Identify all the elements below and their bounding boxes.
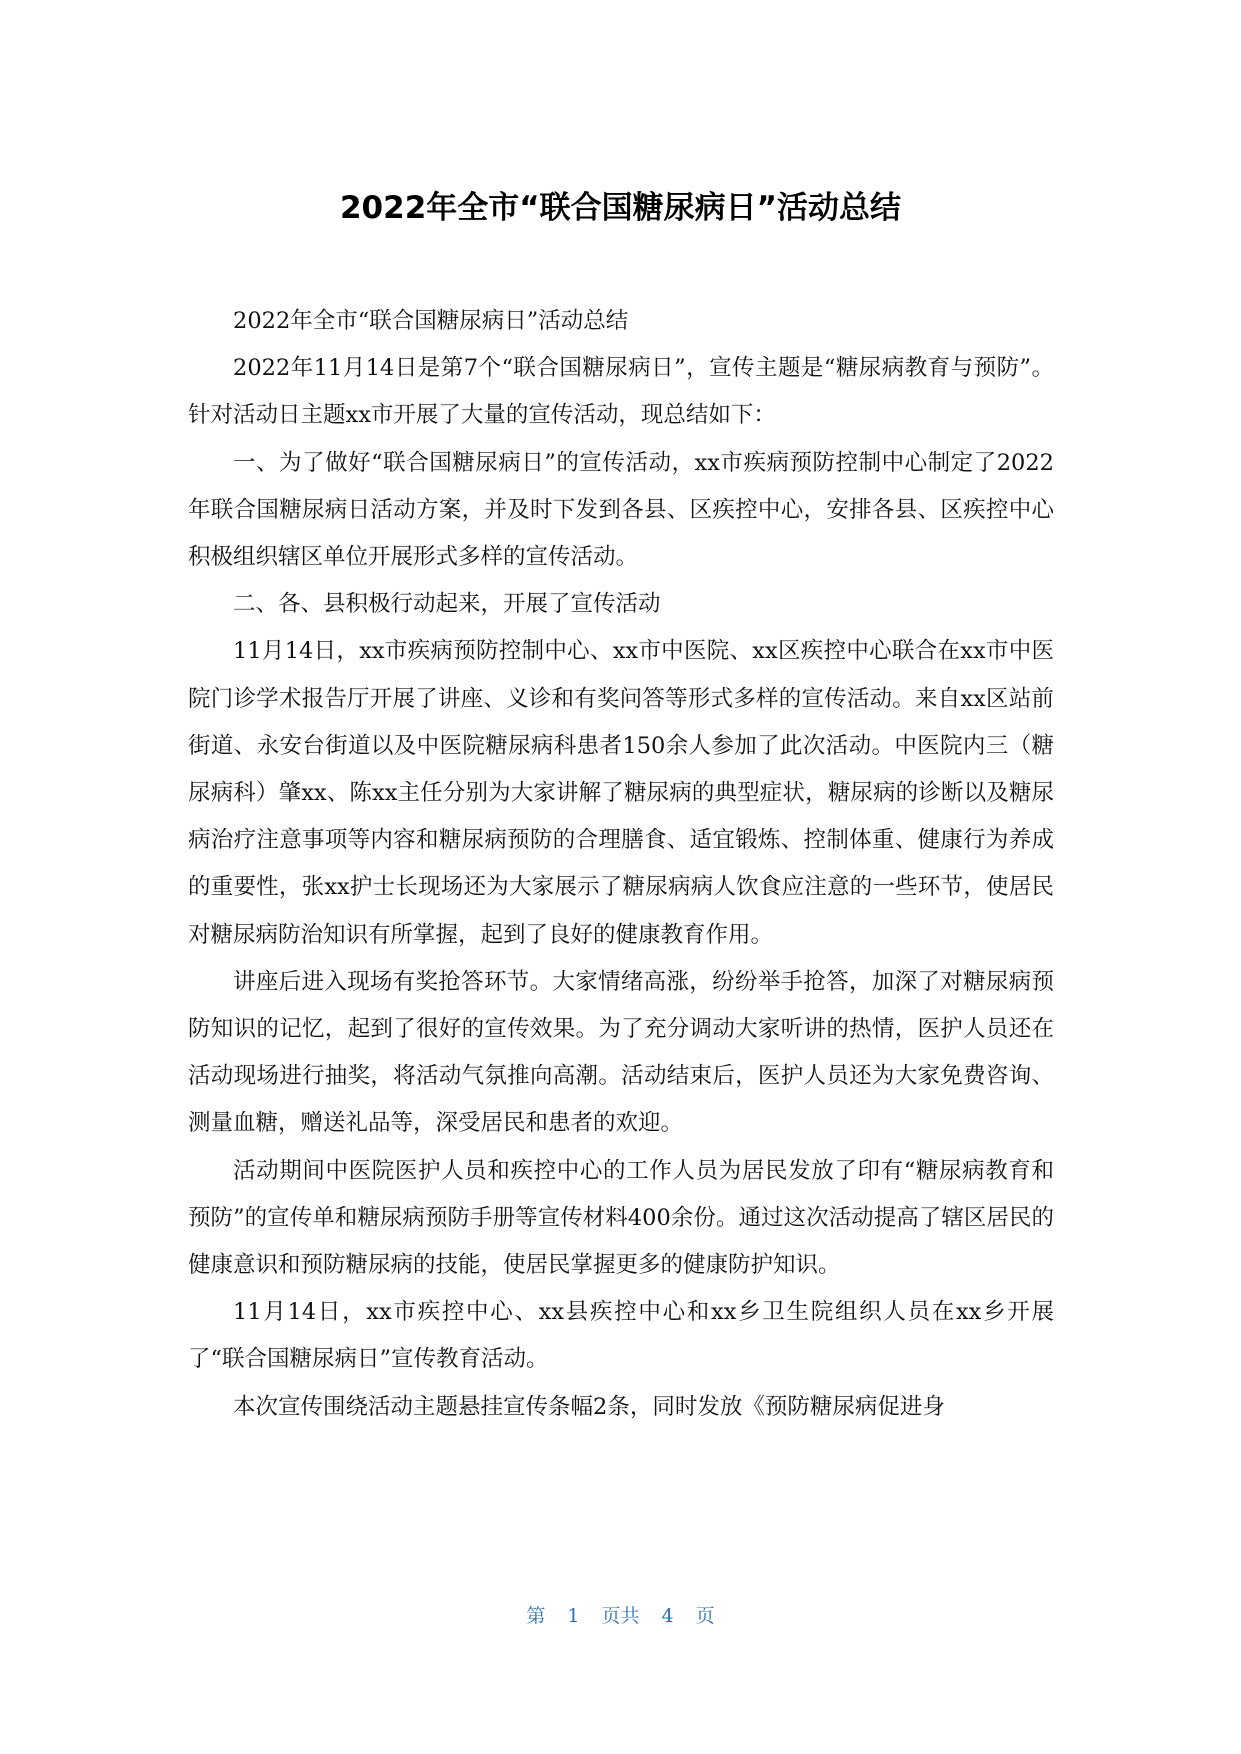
paragraph: 一、为了做好“联合国糖尿病日”的宣传活动，xx市疾病预防控制中心制定了2022年联合国糖尿病日活动方案，并及时下发到各县、区疾控中心，安排各县、区疾控中心积极组织辖区单位开展形式多样的宣传活动。 <box>188 449 1054 571</box>
paragraph: 11月14日，xx市疾病预防控制中心、xx市中医院、xx区疾控中心联合在xx市中医院门诊学术报告厅开展了讲座、义诊和有奖问答等形式多样的宣传活动。来自xx区站前街道、永安台街道以及中医院糖尿病科患者150余人参加了此次活动。中医院内三（糖尿病科）肇xx、陈xx主任分别为大家讲解了糖尿病的典型症状，糖尿病的诊断以及糖尿病治疗注意事项等内容和糖尿病预防的合理膳食、适宜锻炼、控制体重、健康行为养成的重要性，张xx护士长现场还为大家展示了糖尿病病人饮食应注意的一些环节，使居民对糖尿病防治知识有所掌握，起到了良好的健康教育作用。 <box>188 638 1054 948</box>
current-page-number: 1 <box>567 1605 580 1627</box>
paragraph: 本次宣传围绕活动主题悬挂宣传条幅2条，同时发放《预防糖尿病促进身 <box>233 1393 945 1420</box>
document-body <box>188 298 1054 1431</box>
paragraph: 讲座后进入现场有奖抢答环节。大家情绪高涨，纷纷举手抢答，加深了对糖尿病预防知识的记忆，起到了很好的宣传效果。为了充分调动大家听讲的热情，医护人员还在活动现场进行抽奖，将活动气氛推向高潮。活动结束后，医护人员还为大家免费咨询、测量血糖，赠送礼品等，深受居民和患者的欢迎。 <box>188 968 1054 1137</box>
document-title: 2022年全市“联合国糖尿病日”活动总结 <box>339 190 902 226</box>
paragraph: 二、各、县积极行动起来，开展了宣传活动 <box>233 591 661 618</box>
paragraph: 2022年11月14日是第7个“联合国糖尿病日”，宣传主题是“糖尿病教育与预防”。针对活动日主题xx市开展了大量的宣传活动，现总结如下： <box>188 355 1054 429</box>
page-number-footer <box>0 1602 1241 1630</box>
paragraph: 活动期间中医院医护人员和疾控中心的工作人员为居民发放了印有“糖尿病教育和预防”的宣传单和糖尿病预防手册等宣传材料400余份。通过这次活动提高了辖区居民的健康意识和预防糖尿病的技能，使居民掌握更多的健康防护知识。 <box>188 1157 1054 1279</box>
total-pages-number: 4 <box>661 1605 674 1627</box>
paragraph: 11月14日，xx市疾控中心、xx县疾控中心和xx乡卫生院组织人员在xx乡开展了“联合国糖尿病日”宣传教育活动。 <box>188 1299 1054 1373</box>
paragraph: 2022年全市“联合国糖尿病日”活动总结 <box>233 308 629 334</box>
page-prefix: 第 <box>526 1605 546 1627</box>
page-suffix: 页 <box>695 1605 715 1627</box>
page-mid-text: 页共 <box>601 1605 640 1627</box>
